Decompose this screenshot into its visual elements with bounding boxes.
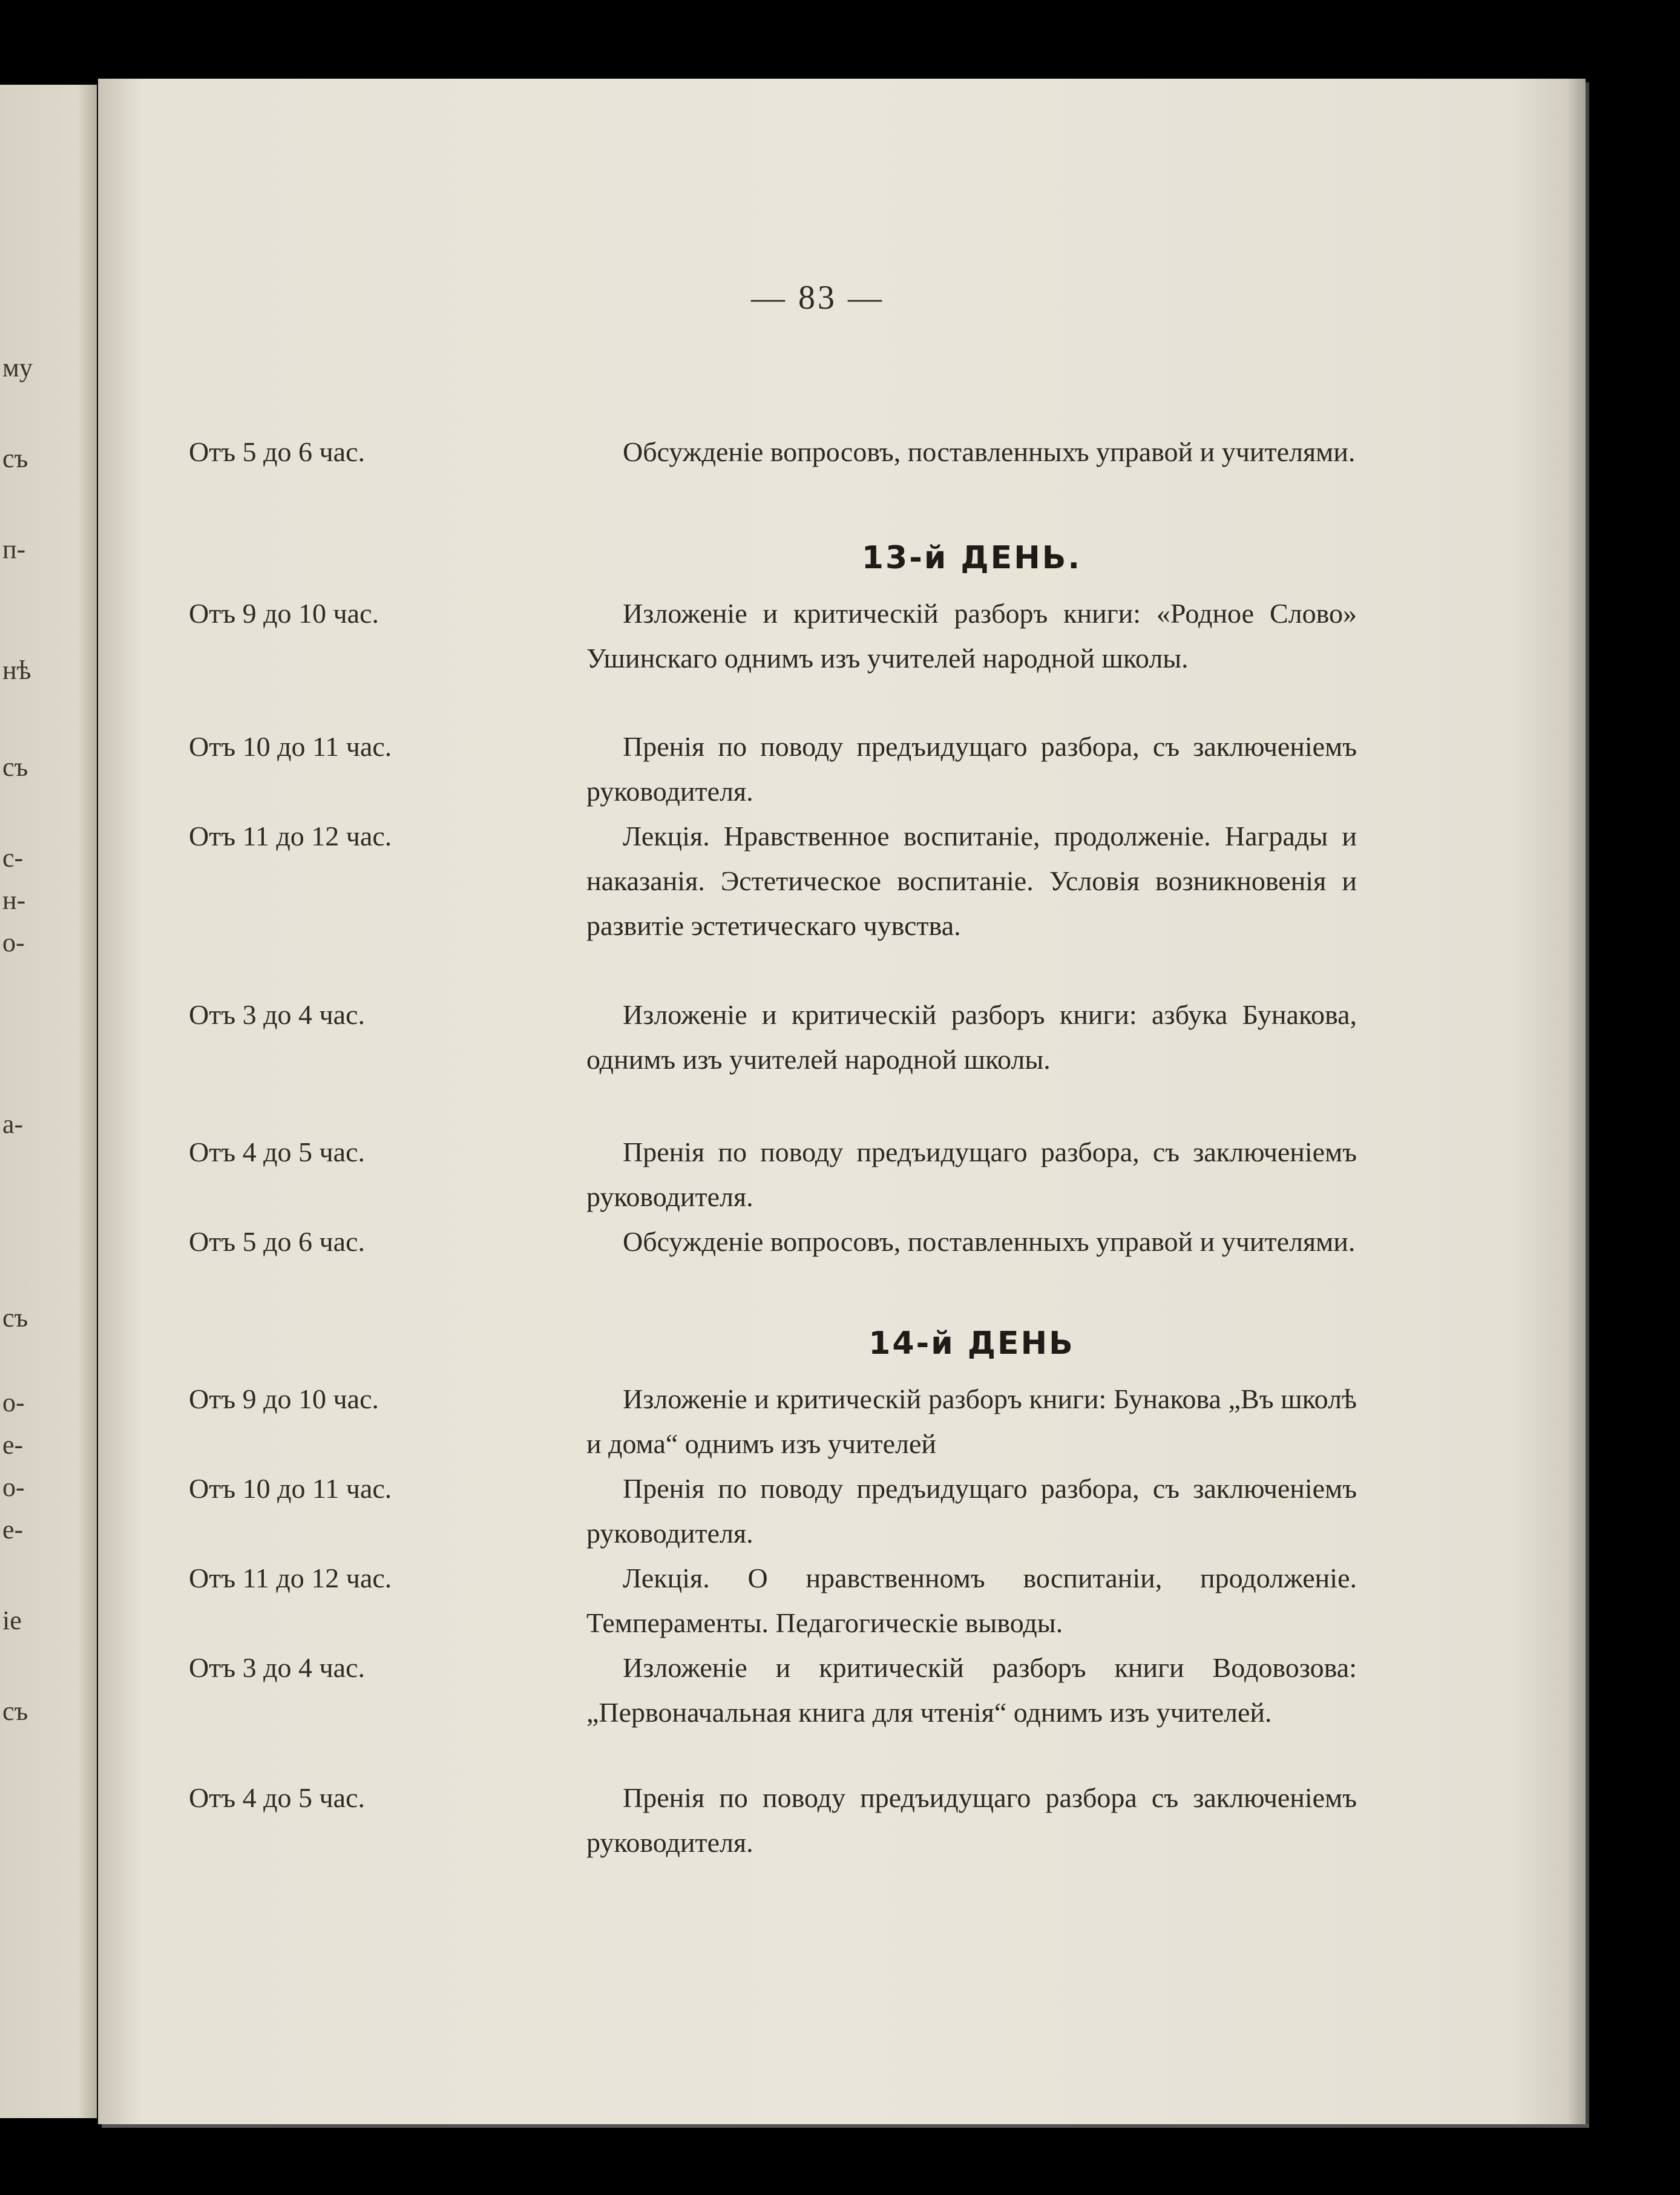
entry-time: Отъ 4 до 5 час. xyxy=(189,1782,365,1813)
entry-description: Обсужденіе вопросовъ, поставленныхъ управой и учителями. xyxy=(623,1226,1356,1257)
left-page-fragment: с- xyxy=(2,843,24,873)
entry-time: Отъ 4 до 5 час. xyxy=(189,1137,365,1167)
entry-description: Изложеніе и критическій разборъ книги: азбука Бунакова, однимъ изъ учителей народной школы. xyxy=(586,999,1357,1075)
entry-time: Отъ 11 до 12 час. xyxy=(189,1563,392,1593)
schedule-entry xyxy=(189,1776,1357,1865)
left-page-fragment: съ xyxy=(2,752,28,782)
left-page-fragment: съ xyxy=(2,1696,28,1726)
entry-time: Отъ 11 до 12 час. xyxy=(189,821,392,851)
page-number: — 83 — xyxy=(751,279,884,317)
schedule-entry xyxy=(189,814,1357,948)
entry-description: Изложеніе и критическій разборъ книги Водовозова: „Первоначальная книга для чтенія“ однимъ изъ учителей. xyxy=(586,1652,1357,1728)
schedule-entry xyxy=(189,591,1357,681)
left-page-fragment: а- xyxy=(2,1109,24,1139)
entry-description: Лекція. Нравственное воспитаніе, продолженіе. Награды и наказанія. Эстетическое воспитаніе. Условія возникновенія и развитіе эстетическаго чувства. xyxy=(586,821,1357,941)
entry-description: Пренія по поводу предъидущаго разбора съ заключеніемъ руководителя. xyxy=(586,1782,1357,1858)
entry-time: Отъ 5 до 6 час. xyxy=(189,1226,365,1257)
entry-description: Лекція. О нравственномъ воспитаніи, продолженіе. Темпераменты. Педагогическіе выводы. xyxy=(586,1563,1357,1638)
left-page-fragment: е- xyxy=(2,1515,24,1544)
schedule-entry xyxy=(189,1645,1357,1735)
entry-time: Отъ 3 до 4 час. xyxy=(189,999,365,1030)
schedule-entry xyxy=(189,1130,1357,1219)
left-page-fragment: е- xyxy=(2,1430,24,1460)
page-edge-shadow xyxy=(1567,79,1592,2124)
schedule-entry xyxy=(189,1219,1357,1264)
schedule-entry xyxy=(189,724,1357,814)
left-page-fragment: съ xyxy=(2,444,28,473)
left-page-fragment: му xyxy=(2,353,33,382)
entry-time: Отъ 10 до 11 час. xyxy=(189,1473,392,1504)
entry-description: Обсужденіе вопросовъ, поставленныхъ управой и учителями. xyxy=(623,436,1356,467)
schedule-entry xyxy=(189,1466,1357,1556)
schedule-entry xyxy=(189,1377,1357,1466)
schedule-entry xyxy=(189,993,1357,1082)
entry-time: Отъ 10 до 11 час. xyxy=(189,731,392,762)
left-page-fragment: іе xyxy=(2,1606,22,1635)
entry-time: Отъ 9 до 10 час. xyxy=(189,1383,379,1414)
entry-time: Отъ 3 до 4 час. xyxy=(189,1652,365,1683)
schedule-entry xyxy=(189,430,1357,474)
left-page-fragment: нѣ xyxy=(2,655,31,685)
left-page-fragment: съ xyxy=(2,1303,28,1333)
entry-description: Пренія по поводу предъидущаго разбора, съ заключеніемъ руководителя. xyxy=(586,1473,1357,1549)
entry-time: Отъ 9 до 10 час. xyxy=(189,598,379,629)
entry-description: Пренія по поводу предъидущаго разбора, съ заключеніемъ руководителя. xyxy=(586,1137,1357,1212)
left-page-fragment: о- xyxy=(2,1472,25,1502)
left-page-fragment: о- xyxy=(2,1388,25,1417)
entry-time: Отъ 5 до 6 час. xyxy=(189,436,365,467)
book-page xyxy=(98,79,1586,2124)
left-page-fragment: н- xyxy=(2,885,26,915)
day-heading: 13-й ДЕНЬ. xyxy=(861,540,1082,576)
entry-description: Изложеніе и критическій разборъ книги: «Родное Слово» Ушинскаго однимъ изъ учителей народной школы. xyxy=(586,598,1357,674)
day-heading: 14-й ДЕНЬ xyxy=(868,1325,1075,1362)
schedule-entry xyxy=(189,1556,1357,1645)
entry-description: Изложеніе и критическій разборъ книги: Бунакова „Въ школѣ и дома“ однимъ изъ учителей xyxy=(586,1383,1357,1459)
left-page-fragment: п- xyxy=(2,534,26,564)
left-page-fragment: о- xyxy=(2,928,25,957)
entry-description: Пренія по поводу предъидущаго разбора, съ заключеніемъ руководителя. xyxy=(586,731,1357,807)
left-page-edge xyxy=(0,85,97,2118)
